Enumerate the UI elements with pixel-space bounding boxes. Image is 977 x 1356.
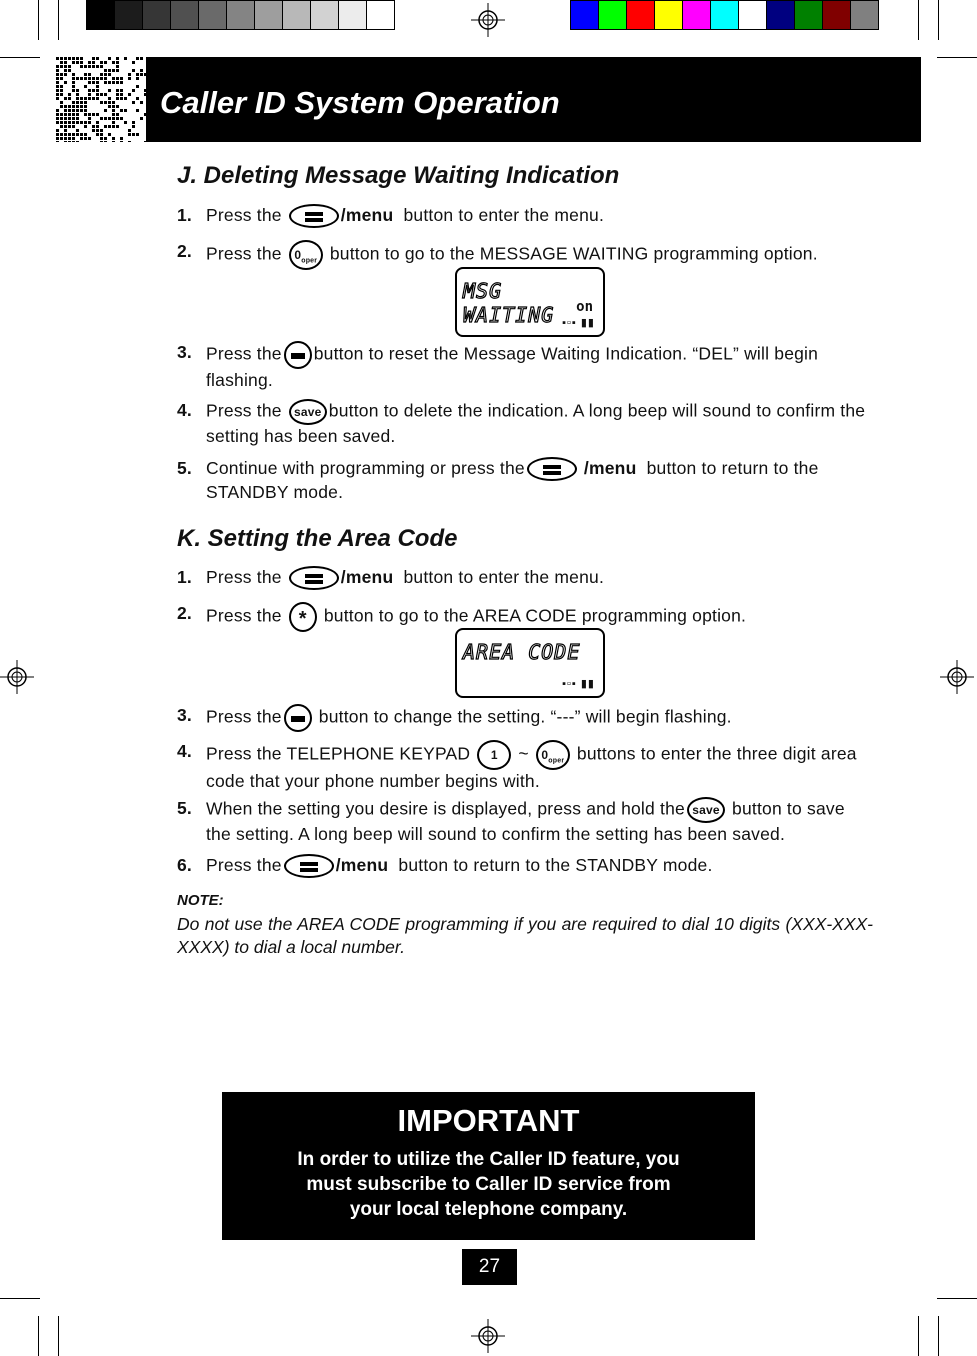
lcd-status-icon: ▪▫▪ ▮▮	[562, 317, 595, 329]
crop-mark	[918, 0, 919, 40]
color-swatch	[366, 0, 395, 30]
important-text: In order to utilize the Caller ID feature, you must subscribe to Caller ID service from your local telephone company.	[297, 1149, 680, 1220]
color-swatch	[198, 0, 227, 30]
color-calibration-bar	[571, 0, 879, 30]
crop-mark	[38, 0, 39, 40]
section-k-title: K. Setting the Area Code	[177, 525, 458, 552]
menu-key-icon	[289, 204, 339, 228]
color-swatch	[654, 0, 683, 30]
list-item: 3. Press the button to change the setting. “---” will begin flashing.	[177, 704, 873, 732]
color-swatch	[86, 0, 115, 30]
important-box	[222, 1092, 755, 1240]
color-swatch	[170, 0, 199, 30]
gray-calibration-bar	[87, 0, 395, 30]
menu-key-icon	[289, 566, 339, 590]
star-key-icon: *	[289, 602, 317, 632]
color-swatch	[142, 0, 171, 30]
list-item: 5. When the setting you desire is displayed, press and hold the save button to save the setting. A long beep will sound to confirm the setting has been saved.	[177, 798, 845, 844]
crop-mark	[918, 1316, 919, 1356]
color-swatch	[226, 0, 255, 30]
list-item: 1. Press the /menu button to enter the menu.	[177, 566, 873, 590]
color-swatch	[626, 0, 655, 30]
crop-mark	[58, 1316, 59, 1356]
list-item: 4. Press the TELEPHONE KEYPAD 1 ~ $0_{oper}$ buttons to enter the three digit area code that your phone number begins with.	[177, 741, 857, 791]
important-title: IMPORTANT	[397, 1103, 580, 1138]
crop-mark	[937, 1298, 977, 1299]
color-swatch	[822, 0, 851, 30]
zero-oper-key-icon: $0_{oper}$	[289, 240, 323, 270]
crop-mark	[938, 0, 939, 40]
color-swatch	[310, 0, 339, 30]
crop-mark	[938, 1316, 939, 1356]
lcd-display: AREA CODE ▪▫▪ ▮▮	[455, 628, 605, 698]
lcd-display: MSG WAITING on ▪▫▪ ▮▮	[455, 267, 605, 337]
color-swatch	[766, 0, 795, 30]
crop-mark	[0, 57, 40, 58]
zero-oper-key-icon: $0_{oper}$	[536, 740, 570, 770]
list-item: 2. Press the * button to go to the AREA CODE programming option.	[177, 603, 747, 630]
note-text: Do not use the AREA CODE programming if you are required to dial 10 digits (XXX-XXX-XXXX) to dial a local number.	[177, 914, 873, 957]
list-item: 2. Press the $0_{oper}$ button to go to the MESSAGE WAITING programming option.	[177, 240, 873, 270]
color-swatch	[338, 0, 367, 30]
page-title: Caller ID System Operation	[160, 85, 560, 120]
pattern-logo-icon	[56, 57, 146, 142]
dash-key-icon	[284, 341, 312, 369]
list-item: 1. Press the /menu button to enter the menu.	[177, 204, 873, 228]
registration-mark-icon	[0, 660, 34, 694]
lcd-status-icon: ▪▫▪ ▮▮	[562, 678, 595, 690]
registration-mark-icon	[940, 660, 974, 694]
section-j-title: J. Deleting Message Waiting Indication	[177, 162, 620, 189]
crop-mark	[0, 1298, 40, 1299]
save-key-icon: save	[289, 399, 327, 425]
crop-mark	[58, 0, 59, 40]
color-swatch	[282, 0, 311, 30]
list-item: 5. Continue with programming or press the /menu button to return to the STANDBY mode.	[177, 458, 819, 503]
crop-mark	[937, 57, 977, 58]
save-key-icon: save	[687, 797, 725, 823]
color-swatch	[850, 0, 879, 30]
color-swatch	[598, 0, 627, 30]
page-header	[146, 57, 921, 142]
list-item: 4. Press the save button to delete the indication. A long beep will sound to confirm the setting has been saved.	[177, 400, 866, 446]
color-swatch	[710, 0, 739, 30]
dash-key-icon	[284, 704, 312, 732]
list-item: 6. Press the /menu button to return to the STANDBY mode.	[177, 854, 873, 878]
color-swatch	[794, 0, 823, 30]
color-swatch	[254, 0, 283, 30]
menu-key-icon	[284, 854, 334, 878]
crop-mark	[38, 1316, 39, 1356]
menu-key-icon	[527, 457, 577, 481]
one-key-icon: 1	[477, 740, 511, 770]
color-swatch	[682, 0, 711, 30]
color-swatch	[570, 0, 599, 30]
color-swatch	[114, 0, 143, 30]
list-item: 3. Press the button to reset the Message Waiting Indication. “DEL” will begin flashing.	[177, 342, 819, 390]
registration-mark-icon	[471, 3, 505, 37]
page-number: 27	[462, 1249, 517, 1285]
registration-mark-icon	[471, 1319, 505, 1353]
color-swatch	[738, 0, 767, 30]
note-label: NOTE:	[177, 892, 224, 909]
